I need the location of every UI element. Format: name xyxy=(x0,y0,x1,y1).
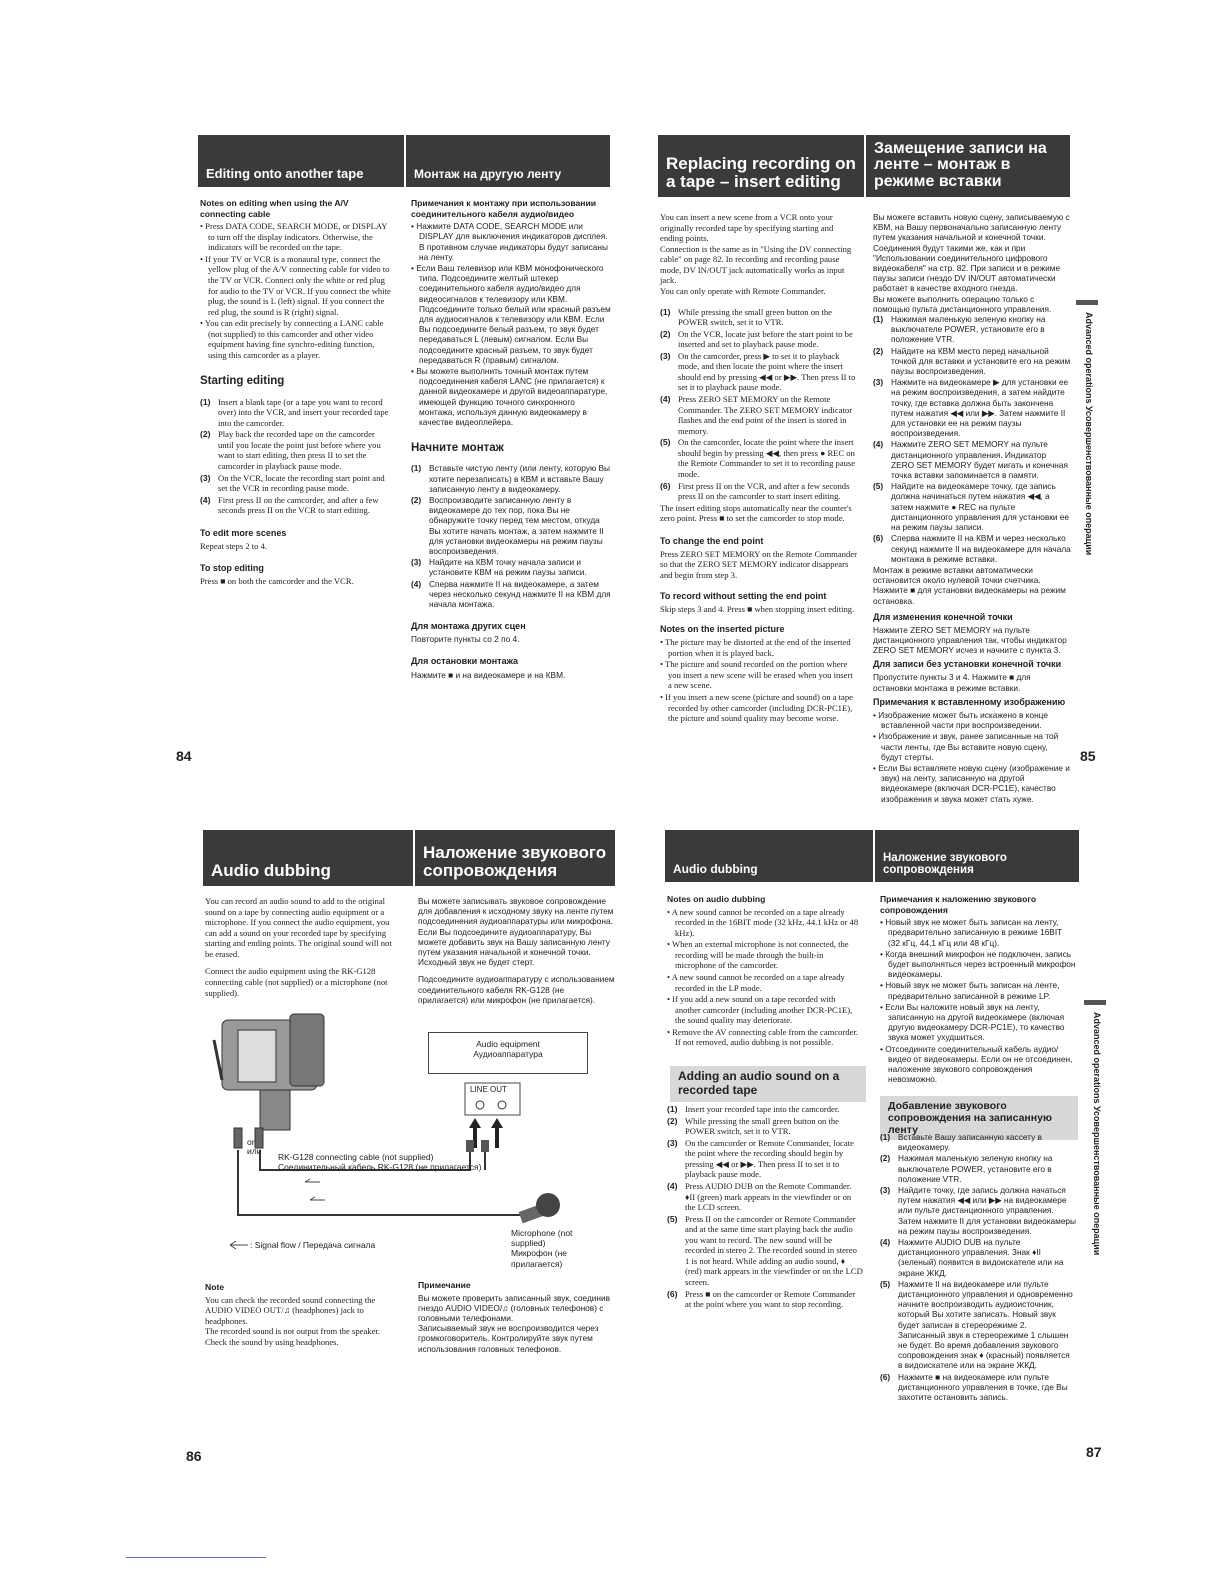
header-title: Replacing recording on a tape – insert editing xyxy=(666,154,856,192)
page-number: 85 xyxy=(1080,748,1096,764)
notes-title: Примечания к наложению звукового сопровождения xyxy=(880,894,1037,915)
intro-text: Вы можете записывать звуковое сопровождение для добавления к исходному звуку на ленте путем подсоединения аудиоаппаратуры или микрофона. Если Вы подсоедините аудиоаппаратуру, Вы можете добавить звук на Вашу записанную ленту путем указания начальной и конечной точки. Исходный звук не будет стерт. xyxy=(418,896,614,968)
note-item: • Если Вы наложите новый звук на ленту, записанную на другой видеокамере (включая другую видеокамеру DCR-PC1E), то качество звука может ухудшиться. xyxy=(880,1002,1076,1043)
step-item: (3) On the camcorder or Remote Commander, locate the point where the recording should begin by pressing ◀◀ or ▶▶. Then press II to set it to playback pause mode. xyxy=(667,1137,854,1180)
step-item: (2) While pressing the small green button on the POWER switch, set it to VTR. xyxy=(667,1115,839,1137)
note-item: • If you insert a new scene (picture and sound) on a tape recorded by other camcorder (including DCR-PC1E), the picture and sound quality may become worse. xyxy=(660,692,858,724)
notes-title: Примечания к монтажу при использовании соединительного кабеля аудио/видео xyxy=(411,198,597,219)
note-item: • Press DATA CODE, SEARCH MODE, or DISPLAY to turn off the display indicators. Otherwise, the indicators will be recorded on the tape. xyxy=(200,221,392,253)
note-item: • Новый звук не может быть записан на ленте, предварительно записанной в режиме LP. xyxy=(880,980,1076,1000)
note-text: The recorded sound is not output from the speaker. Check the sound by using headphones. xyxy=(205,1326,380,1347)
header-title: Наложение звукового сопровождения xyxy=(883,851,1007,876)
page-number: 87 xyxy=(1086,1444,1102,1460)
subsection-title: Для записи без установки конечной точки xyxy=(873,659,1062,670)
page86-note-en xyxy=(205,1282,401,1347)
subsection-text: Press ZERO SET MEMORY on the Remote Commander so that the ZERO SET MEMORY indicator disappears and begin from step 3. xyxy=(660,548,857,580)
audio-equipment-label-ru: Аудиоаппаратура xyxy=(473,1049,543,1059)
step-item: (5) Нажмите II на видеокамере или пульте дистанционного управления и одновременно начните воспроизводить аудиоисточник, который Вы хотите записать. Новый звук будет записан в стереорежиме 2. Записанный звук в стереорежиме 1 слышен не будет. Во время добавления звукового сопровождения знак ♦ (красный) появляется в видоискателе или на экране ЖКД. xyxy=(880,1278,1073,1371)
subsection-text: Повторите пункты со 2 по 4. xyxy=(411,634,520,645)
subsection-text: Нажмите ZERO SET MEMORY на пульте дистанционного управления так, чтобы индикатор ZERO SET MEMORY исчез и начните с пункта 3. xyxy=(873,624,1067,656)
page84-header-en xyxy=(198,135,404,187)
step-item: (2) Найдите на КВМ место перед начальной точкой для вставки и установите его на режим паузы воспроизведения. xyxy=(873,345,1071,377)
footer-link-underline xyxy=(126,1557,266,1558)
note-text: Вы можете проверить записанный звук, соединив гнездо AUDIO VIDEO/♫ (головных телефонов) с головными телефонами. xyxy=(418,1292,611,1323)
note-item: • You can edit precisely by connecting a LANC cable (not supplied) to this camcorder and other video equipment having fine synchro-editing function, using this camcorder as a player. xyxy=(200,318,392,360)
page84-header-ru xyxy=(406,135,610,187)
subsection-text: Skip steps 3 and 4. Press ■ when stopping insert editing. xyxy=(660,603,855,614)
notes-title: Notes on audio dubbing xyxy=(667,894,766,904)
page87-ru-steps xyxy=(880,1132,1076,1403)
step-item: (3) Нажмите на видеокамере ▶ для установки ее на режим воспроизведения, а затем найдите точку, где вставка должна быть закончена путем нажатия ◀◀ или ▶▶. Затем нажмите II для установки ее на режим паузы воспроизведения. xyxy=(873,377,1069,439)
intro-text: You can insert a new scene from a VCR onto your originally recorded tape by specifying starting and ending points. xyxy=(660,212,834,244)
intro-text: You can record an audio sound to add to the original sound on a tape by connecting audio equipment or a microphone. If you connect the audio equipment, you can add a sound on your recorded tape by specifying starting and ending points. The original sound will not be erased. xyxy=(205,896,392,959)
page-number: 86 xyxy=(186,1448,202,1464)
note-title: Примечание xyxy=(418,1280,471,1290)
cable-label: RK-G128 connecting cable (not supplied) Соединительный кабель RK-G128 (не прилагается) xyxy=(278,1152,482,1173)
header-title: Наложение звукового сопровождения xyxy=(423,843,607,881)
side-tab-marker xyxy=(1076,300,1098,305)
step-item: (1) Insert a blank tape (or a tape you want to record over) into the VCR, and insert your recorded tape into the camcorder. xyxy=(200,396,389,428)
step-item: (6) Нажмите ■ на видеокамере или пульте дистанционного управления в точке, где Вы захотите остановить запись. xyxy=(880,1371,1068,1403)
page86-ru-column xyxy=(418,896,616,1012)
subsection-title: To stop editing xyxy=(200,563,264,574)
step-item: (4) Нажмите ZERO SET MEMORY на пульте дистанционного управления. Индикатор ZERO SET MEMORY будет мигать и конечная точка вставки запоминается в памяти. xyxy=(873,439,1068,481)
page86-header-en xyxy=(203,830,413,886)
intro-text: Connect the audio equipment using the RK-G128 connecting cable (not supplied) or a microphone (not supplied). xyxy=(205,966,388,998)
step-item: (1) While pressing the small green button on the POWER switch, set it to VTR. xyxy=(660,306,832,328)
step-item: (4) Press AUDIO DUB on the Remote Commander. ♦II (green) mark appears in the viewfinder or on the LCD screen. xyxy=(667,1180,852,1213)
page85-header-en xyxy=(658,135,864,197)
header-title: Замещение записи на ленте – монтаж в режиме вставки xyxy=(874,139,1047,191)
step-item: (2) Play back the recorded tape on the camcorder until you locate the point just before where you want to start editing, then press II to set the camcorder in playback pause mode. xyxy=(200,429,381,471)
subsection-title: To change the end point xyxy=(660,535,764,546)
page87-subheader-ru: Добавление звукового сопровождения на записанную ленту xyxy=(880,1096,1078,1140)
line-out-label: LINE OUT xyxy=(470,1085,507,1094)
page85-en-column xyxy=(660,212,858,725)
note-title: Note xyxy=(205,1282,225,1292)
step-item: (4) Сперва нажмите II на видеокамере, а затем через несколько секунд нажмите II на КВМ для начала монтажа. xyxy=(411,578,611,609)
intro-text: Вы можете выполнить операцию только с помощью пульта дистанционного управления. xyxy=(873,293,1052,314)
step-item: (2) Нажимая маленькую зеленую кнопку на выключателе POWER, установите его в положение VTR. xyxy=(880,1153,1053,1184)
header-title: Монтаж на другую ленту xyxy=(414,167,562,182)
note-item: • Нажмите DATA CODE, SEARCH MODE или DISPLAY для выключения индикаторов дисплея. В противном случае индикаторы будут записаны на ленту. xyxy=(411,221,611,262)
note-item: • Изображение и звук, ранее записанные на той части ленты, где Вы вставите новую сцену, будут стерты. xyxy=(873,731,1071,762)
section-title: Starting editing xyxy=(200,375,285,388)
subsection-title: Для монтажа других сцен xyxy=(411,621,526,632)
note-item: • Когда внешний микрофон не подключен, запись будет выполняться через встроенный микрофон видеокамеры. xyxy=(880,949,1076,980)
page84-ru-column xyxy=(411,198,611,680)
intro-text: Вы можете вставить новую сцену, записываемую с КВМ, на Вашу первоначально записанную ленту путем указания начальной и конечной точки. Соединения будут такими же, как и при "Использовании соединительного цифрового видеокабеля" на стр. 82. При записи и в режиме паузы записи гнездо DV IN/OUT автоматически работает в качестве входного гнезда. xyxy=(873,212,1070,294)
header-title: Audio dubbing xyxy=(211,861,331,881)
header-title: Editing onto another tape xyxy=(206,166,364,182)
note-item: • Изображение может быть искажено в конце вставленной части при воспроизведении. xyxy=(873,710,1071,730)
page87-header-en xyxy=(665,830,873,882)
note-item: • The picture and sound recorded on the portion where you insert a new scene will be erased when you insert a new scene. xyxy=(660,659,858,691)
note-item: • A new sound cannot be recorded on a tape already recorded in the 16BIT mode (32 kHz, 44.1 kHz or 48 kHz). xyxy=(667,907,863,939)
subsection-title: To record without setting the end point xyxy=(660,590,827,601)
side-tab-label: Advanced operations Усовершенствованные операции xyxy=(1084,312,1094,556)
audio-equipment-label: Audio equipment xyxy=(476,1039,540,1049)
note-item: • Отсоедините соединительный кабель аудио/видео от видеокамеры. Если он не отсоединен, наложение звукового сопровождения невозможно. xyxy=(880,1044,1076,1085)
page86-en-column xyxy=(205,896,401,1005)
page87-ru-column xyxy=(880,894,1076,1085)
subsection-title: Примечания к вставленному изображению xyxy=(873,696,1066,707)
step-item: (6) First press II on the VCR, and after a few seconds press II on the camcorder to start insert editing. xyxy=(660,480,850,502)
notes-title: Notes on editing when using the A/V connecting cable xyxy=(200,198,349,219)
subsection-title: Notes on the inserted picture xyxy=(660,624,785,635)
page-number: 84 xyxy=(176,748,192,764)
note-item: • Если Вы вставляете новую сцену (изображение и звук) на ленту, записанную на другой видеокамере (включая DCR-PC1E), качество изображения и звука может стать хуже. xyxy=(873,763,1071,804)
step-item: (2) On the VCR, locate just before the start point to be inserted and set to playback pause mode. xyxy=(660,328,853,350)
after-text: The insert editing stops automatically near the counter's zero point. Press ■ to set the camcorder to stop mode. xyxy=(660,502,852,524)
subsection-title: Для изменения конечной точки xyxy=(873,611,1013,622)
note-item: • When an external microphone is not connected, the recording will be made through the built-in microphone of the camcorder. xyxy=(667,939,863,971)
page87-header-ru xyxy=(875,830,1079,882)
or-label: or или xyxy=(247,1137,262,1157)
note-item: • Вы можете выполнить точный монтаж путем подсоединения кабеля LANC (не прилагается) к данной видеокамере и другой видеоаппаратуре, имеющей функцию точного синхронного монтажа, используя данную видеокамеру в качестве видеоплейера. xyxy=(411,366,611,427)
step-item: (3) On the camcorder, press ▶ to set it to playback mode, and then locate the point where the insert should end by pressing ◀◀ or ▶▶. Then press II to set it to playback pause mode. xyxy=(660,350,856,393)
step-item: (1) Нажимая маленькую зеленую кнопку на выключателе POWER, установите его в положение VTR. xyxy=(873,314,1046,345)
step-item: (5) Найдите на видеокамере точку, где запись должна начинаться путем нажатия ◀◀, а затем нажмите ● REC на пульте дистанционного управления для установки ее на режим паузы записи. xyxy=(873,481,1070,533)
subsection-text: Нажмите ■ и на видеокамере и на КВМ. xyxy=(411,669,566,680)
step-item: (3) On the VCR, locate the recording start point and set the VCR in recording pause mode. xyxy=(200,472,385,494)
step-item: (6) Сперва нажмите II на КВМ и через несколько секунд нажмите II на видеокамере для начала монтажа в режиме вставки. xyxy=(873,533,1071,564)
step-item: (4) First press II on the camcorder, and after a few seconds press II on the VCR to start editing. xyxy=(200,494,379,516)
microphone-icon xyxy=(519,1193,560,1223)
subsection-title: To edit more scenes xyxy=(200,527,287,538)
subsection-text: Repeat steps 2 to 4. xyxy=(200,540,268,551)
subsection-title: Для остановки монтажа xyxy=(411,656,519,667)
intro-text: You can only operate with Remote Commander. xyxy=(660,285,826,296)
note-item: • Remove the AV connecting cable from the camcorder. If not removed, audio dubbing is not possible. xyxy=(667,1027,863,1048)
step-item: (3) Найдите на КВМ точку начала записи и установите КВМ на режим паузы записи. xyxy=(411,557,587,578)
plug-icon xyxy=(466,1140,489,1152)
note-text: Записываемый звук не воспроизводится через громкоговоритель. Контролируйте звук путем использования головных телефонов. xyxy=(418,1323,599,1354)
after-text: Монтаж в режиме вставки автоматически остановится около нулевой точки счетчика. Нажмите ■ для установки видеокамеры на режим остановка. xyxy=(873,564,1066,606)
microphone-label: Microphone (not supplied) Микрофон (не прилагается) xyxy=(511,1228,573,1269)
page86-note-ru xyxy=(418,1280,616,1354)
step-item: (2) Воспроизводите записанную ленту в видеокамере до тех пор, пока Вы не обнаружите точку перед тем местом, откуда Вы хотите начать монтаж, а затем нажмите II для установки видеокамеры на режим паузы воспроизведения. xyxy=(411,494,604,556)
note-item: • If you add a new sound on a tape recorded with another camcorder (including another DCR-PC1E), the sound quality may deteriorate. xyxy=(667,994,863,1026)
step-item: (5) On the camcorder, locate the point where the insert should begin by pressing ◀◀, then press ● REC on the Remote Commander to set it to recording pause mode. xyxy=(660,437,856,479)
step-item: (3) Найдите точку, где запись должна начаться путем нажатия ◀◀ или ▶▶ на видеокамере или пульте дистанционного управления. Затем нажмите II для установки видеокамеры на режим паузы воспроизведения. xyxy=(880,1185,1077,1236)
intro-text: Connection is the same as in "Using the DV connecting cable" on page 82. In recording and recording pause mode, DV IN/OUT jack automatically works as input jack. xyxy=(660,243,852,286)
header-title: Audio dubbing xyxy=(673,862,758,877)
intro-text: Подсоедините аудиоаппаратуру с использованием соединительного кабеля RK-G128 (не прилагается) или микрофон (не прилагается). xyxy=(418,974,615,1005)
step-item: (1) Вставьте чистую ленту (или ленту, которую Вы хотите перезаписать) в КВМ и вставьте Вашу записанную ленту в видеокамеру. xyxy=(411,463,610,494)
subsection-text: Press ■ on both the camcorder and the VCR. xyxy=(200,576,354,587)
page85-ru-column xyxy=(873,212,1071,805)
step-item: (1) Insert your recorded tape into the camcorder. xyxy=(667,1104,840,1114)
step-item: (6) Press ■ on the camcorder or Remote Commander at the point where you want to stop recording. xyxy=(667,1288,856,1310)
section-title: Начните монтаж xyxy=(411,442,504,455)
signal-flow-label: : Signal flow / Передача сигнала xyxy=(250,1240,376,1250)
page87-subheader-en: Adding an audio sound on a recorded tape xyxy=(670,1066,866,1102)
side-tab-label: Advanced operations Усовершенствованные операции xyxy=(1092,1012,1102,1256)
step-item: (1) Вставьте Вашу записанную кассету в видеокамеру. xyxy=(880,1132,1042,1153)
subsection-text: Пропустите пункты 3 и 4. Нажмите ■ для остановки монтажа в режиме вставки. xyxy=(873,672,1031,693)
page84-en-column xyxy=(200,198,392,587)
page87-en-column xyxy=(667,894,863,1049)
note-item: • If your TV or VCR is a monaural type, connect the yellow plug of the A/V connecting cable for video to the TV or VCR. Connect only the white or red plug for audio to the TV or VCR. If you connect the white plug, the sound is L (left) signal. If you connect the red plug, the sound is R (right) signal. xyxy=(200,254,392,317)
step-item: (4) Нажмите AUDIO DUB на пульте дистанционного управления. Знак ♦II (зеленый) появится в видоискателе или на экране ЖКД. xyxy=(880,1237,1064,1278)
page87-en-steps xyxy=(667,1104,863,1311)
audio-equipment-box xyxy=(428,1032,588,1074)
note-item: • A new sound cannot be recorded on a tape already recorded in the LP mode. xyxy=(667,972,863,993)
note-item: • Если Ваш телевизор или КВМ монофонического типа. Подсоедините желтый штекер соединительного кабеля аудио/видео для видеосигналов к телевизору или КВМ. Подсоедините только белый или красный разъем для аудиосигналов к телевизору или КВМ. Если Вы подсоедините белый разъем, то звук будет передаваться L (левым) сигналом. Если Вы подсоедините красный разъем, то звук будет передаваться R (правым) сигналом. xyxy=(411,263,611,365)
note-item: • The picture may be distorted at the end of the inserted portion when it is played back. xyxy=(660,637,858,658)
page85-header-ru xyxy=(866,135,1070,197)
step-item: (4) Press ZERO SET MEMORY on the Remote Commander. The ZERO SET MEMORY indicator flashes and the end point of the insert is stored in memory. xyxy=(660,394,853,436)
note-text: You can check the recorded sound connecting the AUDIO VIDEO OUT/♫ (headphones) jack to headphones. xyxy=(205,1294,376,1326)
page86-header-ru xyxy=(415,830,615,886)
note-item: • Новый звук не может быть записан на ленту, предварительно записанную в режиме 16BIT (32 кГц, 44,1 кГц или 48 кГц). xyxy=(880,917,1076,948)
step-item: (5) Press II on the camcorder or Remote Commander and at the same time start playing back the audio you want to record. The new sound will be recorded in stereo 2. The recorded sound in stereo 1 is not heard. While adding an audio sound, ♦ (red) mark appears in the viewfinder or on the LCD screen. xyxy=(667,1213,863,1287)
side-tab-marker xyxy=(1084,1000,1106,1005)
camcorder-icon xyxy=(214,1014,324,1130)
